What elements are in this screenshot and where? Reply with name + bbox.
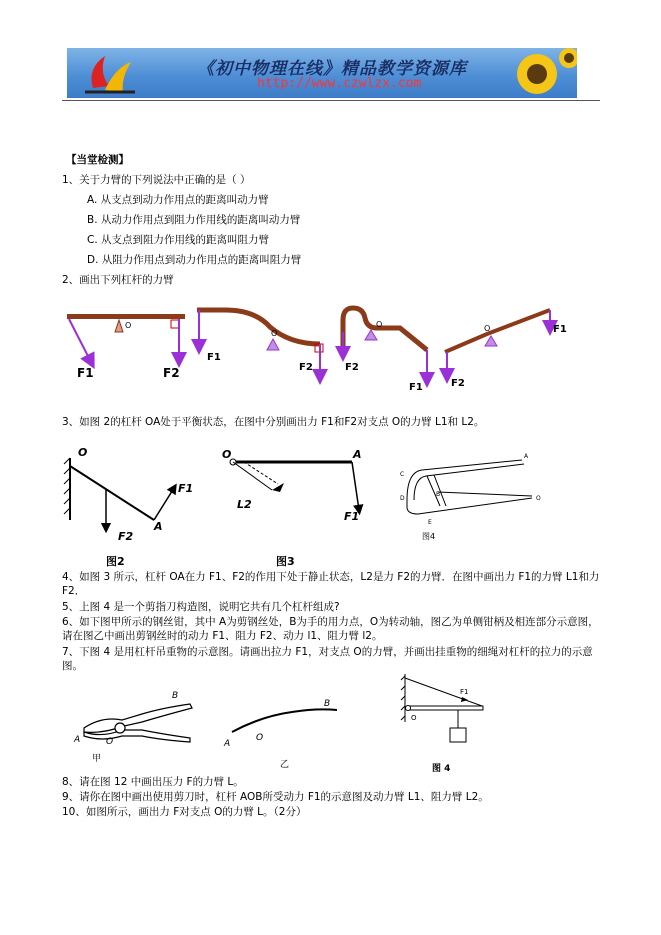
fig3-f1-label: F1 [344, 510, 360, 523]
banner-title: 《初中物理在线》精品教学资源库 [197, 59, 467, 79]
yi-o-label: O [256, 733, 264, 743]
jia-a-label: A [74, 735, 81, 745]
q1-stem: 1、关于力臂的下列说法中正确的是（ ） [62, 174, 251, 186]
lever-1-o-label: O [125, 321, 132, 330]
lever-3-fulcrum [365, 330, 377, 340]
q5-text: 5、上图 4 是一个剪指刀构造图，说明它共有几个杠杆组成? [62, 601, 340, 613]
fig4-d-label: D [400, 495, 405, 502]
fig4-a-label: A [524, 453, 529, 460]
q8-text: 8、请在图 12 中画出压力 F的力臂 L。 [62, 776, 244, 788]
fig4-f1-label: F1 [460, 688, 469, 696]
q7-text: 7、下图 4 是用杠杆吊重物的示意图。请画出拉力 F1，对支点 O的力臂，并画出挂重物的细绳对杠杆的拉力的示意图。 [62, 646, 593, 672]
header-divider [62, 100, 600, 101]
q6-q7-figures [62, 672, 622, 782]
banner-url[interactable]: http://www.czwlzx.com [257, 76, 422, 91]
header-banner [67, 48, 577, 98]
fig2-a-label: A [154, 520, 163, 533]
lever-4-o-label: O [484, 324, 491, 333]
q2-lever-figures [55, 292, 635, 402]
q6-text: 6、如下图甲所示的钢丝钳，其中 A为剪钢丝处，B为手的用力点，O为转动轴，图乙为单侧钳柄及相连部分示意图，请在图乙中画出剪钢丝时的动力 F1、阻力 F2、动力 l1、阻力臂 l2。 [62, 616, 599, 642]
fig2-o-label: O [78, 446, 88, 459]
section-title: 【当堂检测】 [66, 154, 129, 166]
lever-1-f2-label: F2 [163, 366, 180, 380]
fig3-l2-label: L2 [237, 498, 252, 511]
fig3-caption: 图3 [276, 555, 295, 568]
lever-2-o-label: O [271, 329, 278, 338]
q2-stem: 2、画出下列杠杆的力臂 [62, 274, 174, 286]
fig2-caption: 图2 [106, 555, 125, 568]
lever-3-f1-label: F1 [409, 382, 423, 393]
lever-3-bar [343, 308, 427, 352]
fig4-o-label: O [536, 495, 541, 502]
jia-caption: 甲 [92, 754, 102, 764]
logo-icon [75, 48, 145, 98]
lever-4-bar [445, 310, 550, 352]
fig4-b-label: B [436, 491, 441, 498]
lever-2-fulcrum [267, 339, 279, 350]
sunflower-icon [497, 48, 577, 98]
lever-4-fulcrum [485, 336, 497, 346]
q1-option-d: D. 从阻力作用点到动力作用点的距离叫阻力臂 [87, 254, 302, 266]
fig4-hang-o-label: O [411, 714, 417, 722]
fig3-f1-arrow [352, 462, 359, 510]
fig2-f1-label: F1 [178, 482, 194, 495]
yi-b-label: B [324, 699, 331, 709]
yi-a-label: A [224, 739, 231, 749]
hang-fig4-caption: 图 4 [432, 764, 451, 774]
lever-4-f1-label: F1 [553, 324, 567, 335]
lever-3-o-label: O [376, 320, 383, 329]
pliers-jia [84, 704, 192, 742]
fig4-f1-arrowhead [461, 697, 468, 702]
lever-1-bar [67, 314, 185, 319]
fig2-lever [70, 466, 154, 520]
fig2-f1-arrow [154, 488, 174, 520]
lever-4-f2-label: F2 [451, 378, 465, 389]
fig4-hanging-lever [401, 674, 483, 742]
fig2-f2-label: F2 [118, 530, 134, 543]
lever-1-f1-arrow [69, 319, 91, 362]
q3-figures [62, 440, 622, 550]
lever-3-f2-label: F2 [345, 362, 359, 373]
q9-text: 9、请你在图中画出使用剪刀时，杠杆 AOB所受动力 F1的示意图及动力臂 L1、阻力臂 L2。 [62, 791, 489, 803]
lever-1-fulcrum [115, 320, 123, 332]
fig4-caption: 图4 [422, 532, 436, 541]
lever-2-f2-label: F2 [299, 362, 313, 373]
yi-caption: 乙 [280, 760, 290, 770]
fig4-e-label: E [428, 519, 432, 526]
q1-option-a: A. 从支点到动力作用点的距离叫动力臂 [87, 194, 269, 206]
lever-1-f1-label: F1 [77, 366, 94, 380]
fig3-f2-arrowhead [272, 483, 284, 492]
fig4-nail-clipper [407, 460, 532, 514]
q10-text: 10、如图所示，画出力 F对支点 O的力臂 L。（2分） [62, 806, 307, 818]
fig3-a-label: A [353, 448, 362, 461]
pliers-yi-handle [232, 709, 337, 732]
lever-2-bar [197, 310, 320, 344]
q3-stem: 3、如图 2的杠杆 OA处于平衡状态，在图中分别画出力 F1和F2对支点 O的力臂 L1和 L2。 [62, 416, 485, 428]
fig4-c-label: C [400, 471, 405, 478]
fig3-o-label: O [222, 448, 232, 461]
lever-2-f1-label: F1 [207, 352, 221, 363]
q1-option-b: B. 从动力作用点到阻力作用线的距离叫动力臂 [87, 214, 301, 226]
q1-option-c: C. 从支点到阻力作用线的距离叫阻力臂 [87, 234, 270, 246]
jia-o-label: O [106, 737, 114, 747]
q4-text: 4、如图 3 所示，杠杆 OA在力 F1、F2的作用下处于静止状态，L2是力 F2的力臂．在图中画出力 F1的力臂 L1和力 F2． [62, 571, 600, 597]
jia-b-label: B [172, 691, 179, 701]
lever-1-right-angle [171, 320, 179, 328]
